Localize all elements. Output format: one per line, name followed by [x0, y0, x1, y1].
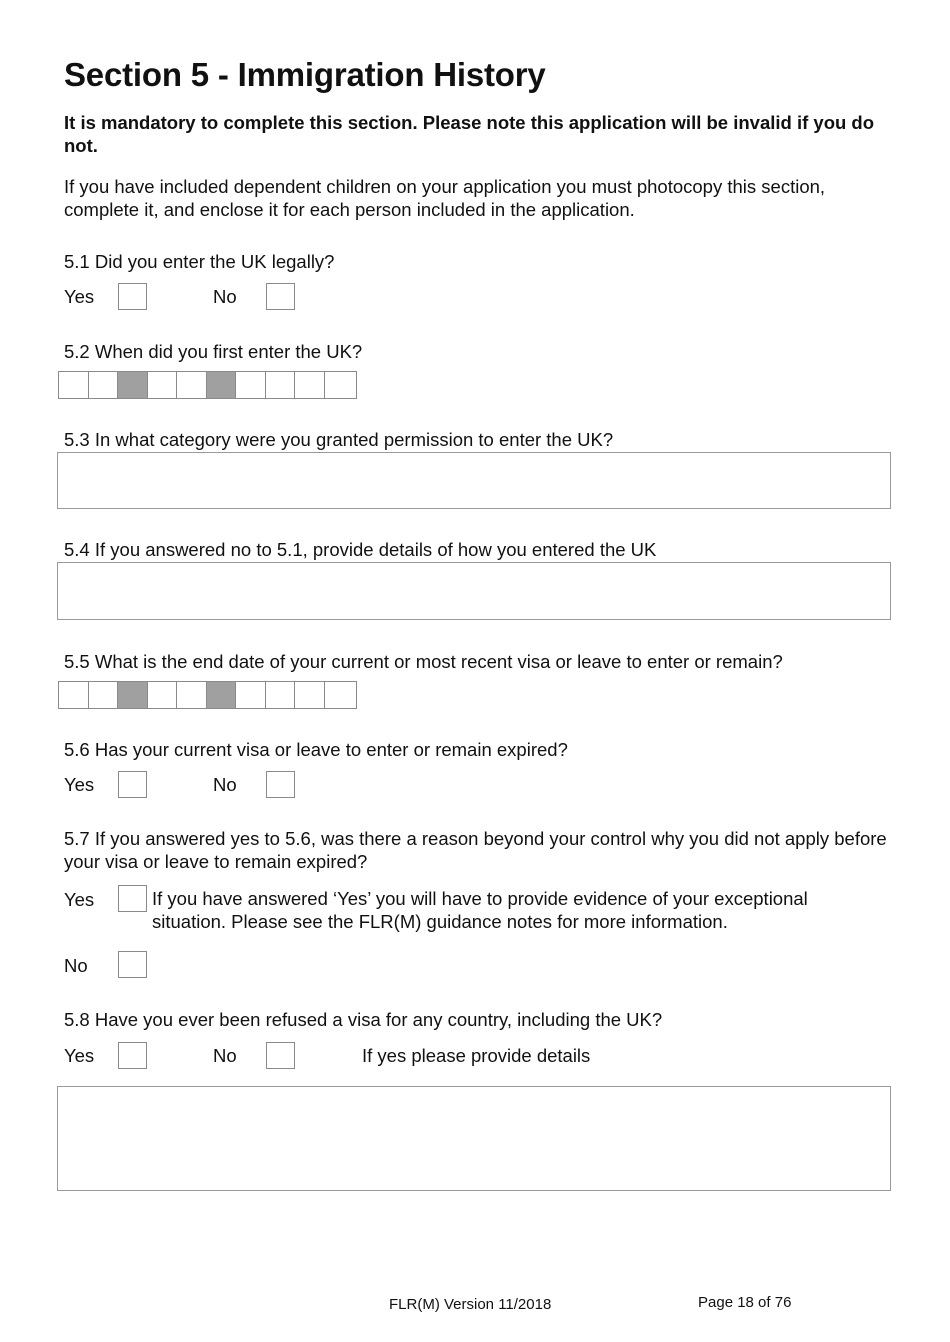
page-number: Page 18 of 76 — [698, 1294, 792, 1311]
date-digit-y4[interactable] — [325, 372, 355, 398]
q5-8-details-prompt: If yes please provide details — [362, 1045, 591, 1066]
date-digit-y3[interactable] — [295, 682, 325, 708]
question-5-4: 5.4 If you answered no to 5.1, provide details of how you entered the UK — [64, 539, 657, 560]
date-digit-y1[interactable] — [236, 682, 266, 708]
date-digit-y2[interactable] — [266, 682, 296, 708]
intro-text: If you have included dependent children on your application you must photocopy this section, complete it, and enclose it for each person included in the application. — [64, 176, 826, 220]
q5-7-yes-label: Yes — [64, 889, 95, 910]
date-digit-m1[interactable] — [148, 372, 178, 398]
date-digit-y1[interactable] — [236, 372, 266, 398]
q5-5-date-input — [58, 681, 357, 709]
date-digit-y4[interactable] — [325, 682, 355, 708]
q5-1-yes-checkbox[interactable] — [118, 283, 147, 310]
question-5-5: 5.5 What is the end date of your current or most recent visa or leave to enter or remain? — [64, 651, 783, 672]
q5-2-date-input — [58, 371, 357, 399]
date-digit-m1[interactable] — [148, 682, 178, 708]
q5-7-no-checkbox[interactable] — [118, 951, 147, 978]
q5-8-yes-checkbox[interactable] — [118, 1042, 147, 1069]
question-5-2: 5.2 When did you first enter the UK? — [64, 341, 363, 362]
question-5-8: 5.8 Have you ever been refused a visa for any country, including the UK? — [64, 1009, 663, 1030]
q5-7-yes-note: If you have answered ‘Yes’ you will have to provide evidence of your exceptional situation. Please see the FLR(M) guidance notes for more information. — [152, 888, 808, 932]
mandatory-note: It is mandatory to complete this section. Please note this application will be invalid if you do not. — [64, 112, 875, 156]
page-title: Section 5 - Immigration History — [64, 56, 546, 93]
q5-6-no-label: No — [213, 774, 237, 795]
q5-1-no-label: No — [213, 286, 237, 307]
q5-6-yes-label: Yes — [64, 774, 95, 795]
q5-8-no-checkbox[interactable] — [266, 1042, 295, 1069]
question-5-6: 5.6 Has your current visa or leave to enter or remain expired? — [64, 739, 568, 760]
q5-3-category-field[interactable] — [57, 452, 891, 509]
q5-7-no-label: No — [64, 955, 88, 976]
q5-8-details-field[interactable] — [57, 1086, 891, 1191]
date-digit-d2[interactable] — [89, 372, 119, 398]
question-5-1: 5.1 Did you enter the UK legally? — [64, 251, 335, 272]
date-digit-m2[interactable] — [177, 682, 207, 708]
q5-7-yes-checkbox[interactable] — [118, 885, 147, 912]
date-digit-m2[interactable] — [177, 372, 207, 398]
q5-6-no-checkbox[interactable] — [266, 771, 295, 798]
date-separator — [118, 372, 148, 398]
date-separator — [207, 372, 237, 398]
question-5-7: 5.7 If you answered yes to 5.6, was there a reason beyond your control why you did not apply before your visa or leave to remain expired? — [64, 828, 887, 872]
date-digit-y3[interactable] — [295, 372, 325, 398]
date-digit-y2[interactable] — [266, 372, 296, 398]
date-digit-d1[interactable] — [59, 372, 89, 398]
q5-4-details-field[interactable] — [57, 562, 891, 620]
q5-6-yes-checkbox[interactable] — [118, 771, 147, 798]
question-5-3: 5.3 In what category were you granted permission to enter the UK? — [64, 429, 614, 450]
q5-8-no-label: No — [213, 1045, 237, 1066]
q5-1-no-checkbox[interactable] — [266, 283, 295, 310]
q5-1-yes-label: Yes — [64, 286, 95, 307]
q5-8-yes-label: Yes — [64, 1045, 95, 1066]
date-digit-d1[interactable] — [59, 682, 89, 708]
form-version: FLR(M) Version 11/2018 — [389, 1296, 552, 1313]
date-separator — [207, 682, 237, 708]
date-digit-d2[interactable] — [89, 682, 119, 708]
date-separator — [118, 682, 148, 708]
